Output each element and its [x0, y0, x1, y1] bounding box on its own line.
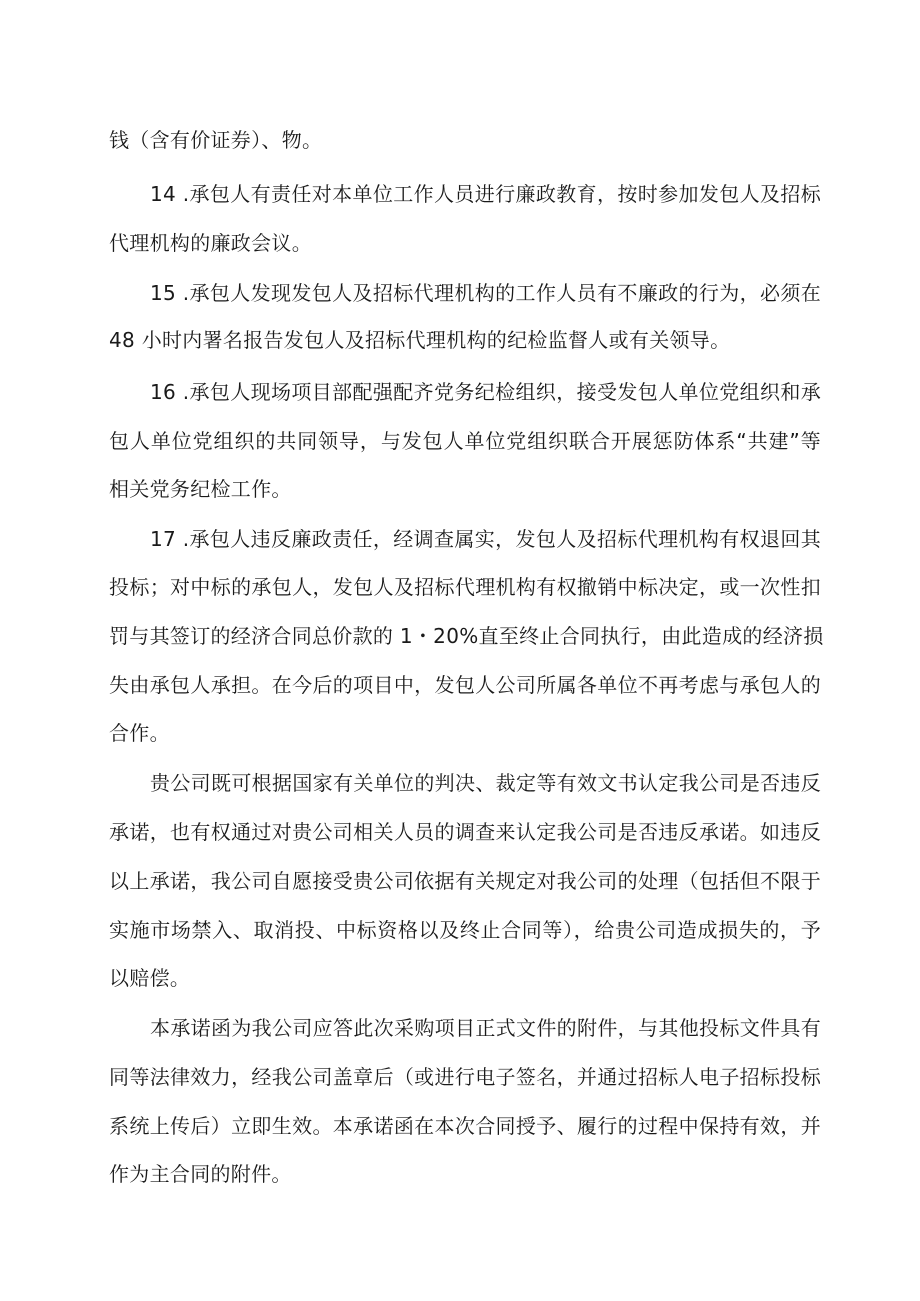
- paragraph-effect-line-3: 系统上传后）立即生效。本承诺函在本次合同授予、履行的过程中保持有效，并: [109, 1114, 821, 1138]
- paragraph-violation-line-3: 以上承诺，我公司自愿接受贵公司依据有关规定对我公司的处理（包括但不限于: [109, 869, 821, 893]
- clause-17-line-3: 罚与其签订的经济合同总价款的 1・20%直至终止合同执行，由此造成的经济损: [109, 624, 824, 648]
- paragraph-effect-line-2: 同等法律效力，经我公司盖章后（或进行电子签名，并通过招标人电子招标投标: [109, 1065, 821, 1089]
- clause-15-line-1: 15 .承包人发现发包人及招标代理机构的工作人员有不廉政的行为，必须在: [150, 281, 821, 305]
- paragraph-violation-line-2: 承诺，也有权通过对贵公司相关人员的调查来认定我公司是否违反承诺。如违反: [109, 820, 821, 844]
- text-line: 钱（含有价证券）、物。: [109, 128, 323, 152]
- paragraph-violation-line-4: 实施市场禁入、取消投、中标资格以及终止合同等），给贵公司造成损失的，予: [109, 918, 821, 942]
- paragraph-effect-line-1: 本承诺函为我公司应答此次采购项目正式文件的附件，与其他投标文件具有: [150, 1016, 821, 1040]
- clause-15-line-2: 48 小时内署名报告发包人及招标代理机构的纪检监督人或有关领导。: [109, 328, 731, 352]
- clause-17-line-4: 失由承包人承担。在今后的项目中，发包人公司所属各单位不再考虑与承包人的: [109, 673, 821, 697]
- paragraph-effect-line-4: 作为主合同的附件。: [109, 1162, 292, 1186]
- clause-16-line-3: 相关党务纪检工作。: [109, 477, 292, 501]
- clause-17-line-1: 17 .承包人违反廉政责任，经调查属实，发包人及招标代理机构有权退回其: [150, 527, 821, 551]
- clause-17-line-5: 合作。: [109, 721, 170, 745]
- paragraph-violation-line-5: 以赔偿。: [109, 966, 191, 990]
- clause-14-line-1: 14 .承包人有责任对本单位工作人员进行廉政教育，按时参加发包人及招标: [150, 182, 821, 206]
- clause-14-line-2: 代理机构的廉政会议。: [109, 231, 312, 255]
- clause-17-line-2: 投标；对中标的承包人，发包人及招标代理机构有权撤销中标决定，或一次性扣: [109, 575, 821, 599]
- paragraph-violation-line-1: 贵公司既可根据国家有关单位的判决、裁定等有效文书认定我公司是否违反: [150, 771, 821, 795]
- clause-16-line-2: 包人单位党组织的共同领导，与发包人单位党组织联合开展惩防体系“共建”等: [109, 429, 821, 453]
- clause-16-line-1: 16 .承包人现场项目部配强配齐党务纪检组织，接受发包人单位党组织和承: [150, 380, 821, 404]
